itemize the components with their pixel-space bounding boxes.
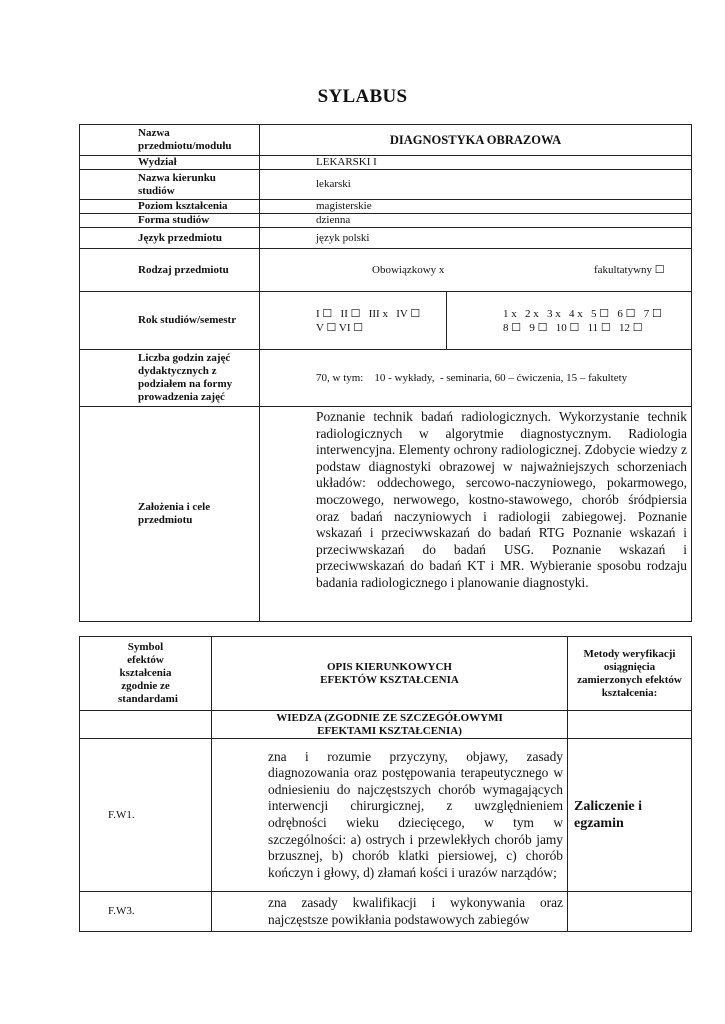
goals-value: Poznanie technik badań radiologicznych. Wykorzystanie technik radiologicznych w algorytmie diagnostycznym. Radiologia interwencyjna. Elementy ochrony radiologicznej. Zdobycie wiedzy z podstaw diagnostyki obrazowej w najważniejszych schorzeniach układów: oddechowego, sercowo-naczyniowego, pokarmowego, moczowego, nerwowego, kostno-stawowego, chorób śródpiersia oraz badań naczyniowych i radiologii zabiegowej. Poznanie wskazań i przeciwwskazań do badań RTG Poznanie wskazań i przeciwwskazań do badań USG. Poznanie wskazań i przeciwwskazań do badań KT i MR. Wybieranie sposobu rodzaju badania radiologicznego i planowanie diagnostyki. [260,407,692,622]
outcome-method: Zaliczenie i egzamin [568,739,692,892]
outcomes-table [79,636,692,932]
level-value: magisterskie [260,200,692,214]
outcome-description: zna i rozumie przyczyny, objawy, zasady diagnozowania oraz postępowania terapeutycznego w odniesieniu do najczęstszych chorób wymagających interwencji chirurgicznej, z uwzględnieniem odrębności wieku dziecięcego, w tym w szczególności: a) ostrych i przewlekłych chorób jamy brzusznej, b) chorób klatki piersiowej, c) chorób kończyn i głowy, d) złamań kości i urazów narządów; [212,739,568,892]
row-language [80,228,692,249]
course-info-table [79,124,692,622]
row-type [80,249,692,292]
col-symbol-header: Symbol efektów kształcenia zgodnie ze standardami [80,637,212,711]
year-line-1: I ☐ II ☐ III x IV ☐ [316,307,421,320]
row-level [80,200,692,214]
form-value: dzienna [260,214,692,228]
hours-label: Liczba godzin zajęć dydaktycznych z podziałem na formy prowadzenia zajęć [80,350,260,407]
type-options [260,249,692,292]
outcome-row-FW3 [80,892,692,932]
year-line-2: V ☐ VI ☐ [316,321,364,334]
faculty-label: Wydział [80,156,260,170]
row-field [80,170,692,200]
subject-label: Nazwa przedmiotu/modułu [80,125,260,156]
row-subject [80,125,692,156]
row-faculty [80,156,692,170]
type-optional: fakultatywny ☐ [594,263,665,276]
outcome-symbol: F.W3. [80,892,212,932]
knowledge-section-title: WIEDZA (ZGODNIE ZE SZCZEGÓŁOWYMI EFEKTAMI KSZTAŁCENIA) [212,711,568,739]
year-label: Rok studiów/semestr [80,292,260,350]
row-form [80,214,692,228]
outcome-method [568,892,692,932]
faculty-value: LEKARSKI I [260,156,692,170]
row-hours [80,350,692,407]
outcome-description: zna zasady kwalifikacji i wykonywania oraz najczęstsze powikłania podstawowych zabiegów [212,892,568,932]
knowledge-section-row [80,711,692,739]
semester-line-2: 8 ☐ 9 ☐ 10 ☐ 11 ☐ 12 ☐ [503,321,643,334]
semester-line-1: 1 x 2 x 3 x 4 x 5 ☐ 6 ☐ 7 ☐ [503,307,662,320]
outcomes-header-row [80,637,692,711]
type-label: Rodzaj przedmiotu [80,249,260,292]
year-checkboxes [260,292,447,350]
document-title: SYLABUS [317,86,408,107]
language-label: Język przedmiotu [80,228,260,249]
outcome-row-FW1 [80,739,692,892]
goals-label: Założenia i cele przedmiotu [80,407,260,622]
outcome-symbol: F.W1. [80,739,212,892]
field-label: Nazwa kierunku studiów [80,170,260,200]
col-description-header: OPIS KIERUNKOWYCH EFEKTÓW KSZTAŁCENIA [212,637,568,711]
level-label: Poziom kształcenia [80,200,260,214]
semester-checkboxes [447,292,692,350]
col-methods-header: Metody weryfikacji osiągnięcia zamierzonych efektów kształcenia: [568,637,692,711]
hours-value: 70, w tym: 10 - wykłady, - seminaria, 60 – ćwiczenia, 15 – fakultety [260,350,692,407]
language-value: język polski [260,228,692,249]
subject-value: DIAGNOSTYKA OBRAZOWA [260,125,692,156]
row-year [80,292,692,350]
form-label: Forma studiów [80,214,260,228]
type-mandatory: Obowiązkowy x [372,263,445,276]
field-value: lekarski [260,170,692,200]
row-goals [80,407,692,622]
